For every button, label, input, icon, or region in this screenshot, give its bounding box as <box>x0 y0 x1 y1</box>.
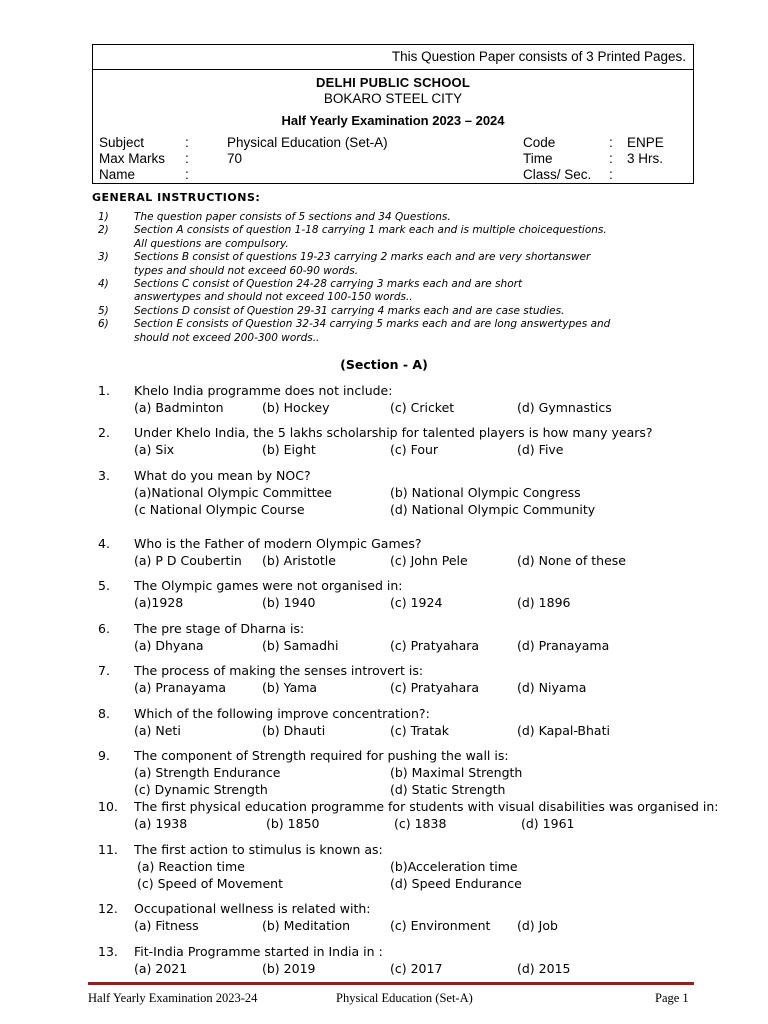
instruction-line: Sections B consist of questions 19-23 carrying 2 marks each and are very shortanswer <box>134 251 591 264</box>
meta-colon: : <box>609 167 613 182</box>
option-row <box>0 782 768 799</box>
instruction-number: 5) <box>98 304 109 317</box>
question-text: The pre stage of Dharna is: <box>134 621 305 636</box>
instruction-line: All questions are compulsory. <box>134 237 289 250</box>
pages-note: This Question Paper consists of 3 Printed Pages. <box>93 45 693 70</box>
question-text: Which of the following improve concentration?: <box>134 706 430 721</box>
meta-colon: : <box>185 135 189 150</box>
option-c: (c) Cricket <box>390 400 455 415</box>
option-row <box>0 816 768 833</box>
option-c: (c) Speed of Movement <box>137 876 283 891</box>
option-b: (b) Maximal Strength <box>390 765 523 780</box>
option-b: (b) Meditation <box>262 918 351 933</box>
question-number: 3. <box>98 468 110 483</box>
option-row <box>0 859 768 876</box>
option-a: (a) Strength Endurance <box>134 765 281 780</box>
option-row <box>0 918 768 935</box>
option-b: (b) National Olympic Congress <box>390 485 581 500</box>
meta-right-value: 3 Hrs. <box>627 151 664 166</box>
option-row <box>0 723 768 740</box>
meta-row-name <box>99 167 689 183</box>
meta-value: 70 <box>227 151 243 166</box>
question-text: The process of making the senses introvert is: <box>134 663 424 678</box>
option-d: (d) Niyama <box>517 680 587 695</box>
option-a: (a) Dhyana <box>134 638 204 653</box>
option-a: (a) 1938 <box>134 816 188 831</box>
question-number: 2. <box>98 425 110 440</box>
instructions-title: GENERAL INSTRUCTIONS: <box>92 191 261 204</box>
meta-colon: : <box>185 151 189 166</box>
question-number: 1. <box>98 383 110 398</box>
option-d: (d) Pranayama <box>517 638 610 653</box>
option-d: (d) Static Strength <box>390 782 506 797</box>
meta-right-label: Code <box>523 135 556 150</box>
option-d: (d) Kapal-Bhati <box>517 723 610 738</box>
option-row <box>0 553 768 570</box>
meta-colon: : <box>185 167 189 182</box>
option-c: (c National Olympic Course <box>134 502 305 517</box>
option-b: (b) Eight <box>262 442 316 457</box>
option-b: (b)Acceleration time <box>390 859 518 874</box>
question-number: 11. <box>98 842 118 857</box>
option-c: (c) Dynamic Strength <box>134 782 268 797</box>
option-c: (c) Pratyahara <box>390 638 480 653</box>
option-d: (d) None of these <box>517 553 626 568</box>
option-c: (c) Four <box>390 442 439 457</box>
option-b: (b) Aristotle <box>262 553 336 568</box>
option-b: (b) Yama <box>262 680 318 695</box>
question-text: The first action to stimulus is known as: <box>134 842 383 857</box>
instruction-line: Section E consists of Question 32-34 carrying 5 marks each and are long answertypes and <box>134 318 611 331</box>
option-d: (d) National Olympic Community <box>390 502 596 517</box>
meta-value: Physical Education (Set-A) <box>227 135 388 150</box>
instruction-line: Sections D consist of Question 29-31 carrying 4 marks each and are case studies. <box>134 304 565 317</box>
question-number: 6. <box>98 621 110 636</box>
section-title: (Section - A) <box>340 357 428 372</box>
meta-table <box>99 135 689 183</box>
option-c: (c) Tratak <box>390 723 449 738</box>
option-row <box>0 680 768 697</box>
instruction-line: should not exceed 200-300 words.. <box>134 331 320 344</box>
instruction-item <box>98 278 658 305</box>
option-row <box>0 442 768 459</box>
option-d: (d) Gymnastics <box>517 400 612 415</box>
option-row <box>0 876 768 893</box>
footer-divider <box>88 982 694 985</box>
footer-exam: Half Yearly Examination 2023-24 <box>88 991 258 1005</box>
option-d: (d) 1896 <box>517 595 571 610</box>
question-number: 10. <box>98 799 118 814</box>
instruction-item <box>98 305 658 318</box>
exam-title: Half Yearly Examination 2023 – 2024 <box>281 113 505 128</box>
option-a: (a) Fitness <box>134 918 199 933</box>
instruction-line: Section A consists of question 1-18 carrying 1 mark each and is multiple choicequestions. <box>134 224 607 237</box>
question-number: 7. <box>98 663 110 678</box>
school-name: DELHI PUBLIC SCHOOL <box>315 75 471 90</box>
option-d: (d) Job <box>517 918 558 933</box>
question-number: 13. <box>98 944 118 959</box>
option-row <box>0 502 768 519</box>
instruction-line: Sections C consist of Question 24-28 carrying 3 marks each and are short <box>134 278 523 291</box>
instruction-line: The question paper consists of 5 sections and 34 Questions. <box>134 211 451 223</box>
instruction-line: answertypes and should not exceed 100-150 words.. <box>134 291 413 304</box>
option-a: (a) Six <box>134 442 175 457</box>
school-city: BOKARO STEEL CITY <box>323 91 463 106</box>
option-row <box>0 961 768 978</box>
question-text: The component of Strength required for pushing the wall is: <box>134 748 509 763</box>
question-number: 9. <box>98 748 110 763</box>
instruction-number: 1) <box>98 211 109 223</box>
option-a: (a)1928 <box>134 595 184 610</box>
option-a: (a) Badminton <box>134 400 224 415</box>
instruction-line: types and should not exceed 60-90 words. <box>134 264 359 277</box>
option-b: (b) Hockey <box>262 400 330 415</box>
option-row <box>0 765 768 782</box>
option-d: (d) Five <box>517 442 564 457</box>
question-text: What do you mean by NOC? <box>134 468 311 483</box>
meta-label: Subject <box>99 135 145 150</box>
question-number: 12. <box>98 901 118 916</box>
header-box <box>92 44 694 184</box>
option-b: (b) 2019 <box>262 961 316 976</box>
option-d: (d) 1961 <box>521 816 575 831</box>
option-a: (a) 2021 <box>134 961 188 976</box>
meta-row-marks <box>99 151 689 167</box>
instruction-number: 3) <box>98 251 109 264</box>
question-number: 8. <box>98 706 110 721</box>
meta-label: Name <box>99 167 136 182</box>
meta-right-value: ENPE <box>627 135 664 150</box>
question-text: The Olympic games were not organised in: <box>134 578 403 593</box>
option-row <box>0 485 768 502</box>
instruction-item <box>98 318 658 345</box>
question-number: 5. <box>98 578 110 593</box>
question-number: 4. <box>98 536 110 551</box>
option-row <box>0 595 768 612</box>
option-b: (b) Dhauti <box>262 723 326 738</box>
instruction-item <box>98 224 658 251</box>
question-text: Occupational wellness is related with: <box>134 901 371 916</box>
option-b: (b) Samadhi <box>262 638 339 653</box>
option-a: (a) Pranayama <box>134 680 226 695</box>
option-a: (a) Reaction time <box>137 859 245 874</box>
instruction-number: 4) <box>98 278 109 291</box>
option-row <box>0 638 768 655</box>
option-a: (a) P D Coubertin <box>134 553 242 568</box>
option-a: (a)National Olympic Committee <box>134 485 332 500</box>
option-c: (c) Pratyahara <box>390 680 480 695</box>
option-b: (b) 1850 <box>266 816 320 831</box>
meta-right-label: Time <box>523 151 553 166</box>
meta-right-label: Class/ Sec. <box>523 167 592 182</box>
instructions-list <box>98 211 658 345</box>
option-b: (b) 1940 <box>262 595 316 610</box>
instruction-item <box>98 251 658 278</box>
question-text: Who is the Father of modern Olympic Games? <box>134 536 422 551</box>
meta-row-subject <box>99 135 689 151</box>
option-c: (c) John Pele <box>390 553 468 568</box>
question-text: Khelo India programme does not include: <box>134 383 393 398</box>
instruction-item <box>98 211 658 224</box>
option-row <box>0 400 768 417</box>
instruction-number: 6) <box>98 318 109 331</box>
meta-label: Max Marks <box>99 151 166 166</box>
option-d: (d) Speed Endurance <box>390 876 522 891</box>
meta-colon: : <box>609 151 613 166</box>
question-text: Fit-India Programme started in India in : <box>134 944 383 959</box>
option-c: (c) 1924 <box>390 595 443 610</box>
question-text: Under Khelo India, the 5 lakhs scholarship for talented players is how many years? <box>134 425 653 440</box>
meta-colon: : <box>609 135 613 150</box>
option-d: (d) 2015 <box>517 961 571 976</box>
footer-subject: Physical Education (Set-A) <box>336 991 473 1005</box>
option-c: (c) 2017 <box>390 961 443 976</box>
footer-page-number: Page 1 <box>655 991 689 1005</box>
option-a: (a) Neti <box>134 723 181 738</box>
question-text: The first physical education programme for students with visual disabilities was organised in: <box>134 799 719 814</box>
option-c: (c) Environment <box>390 918 491 933</box>
option-c: (c) 1838 <box>394 816 447 831</box>
instruction-number: 2) <box>98 224 109 237</box>
